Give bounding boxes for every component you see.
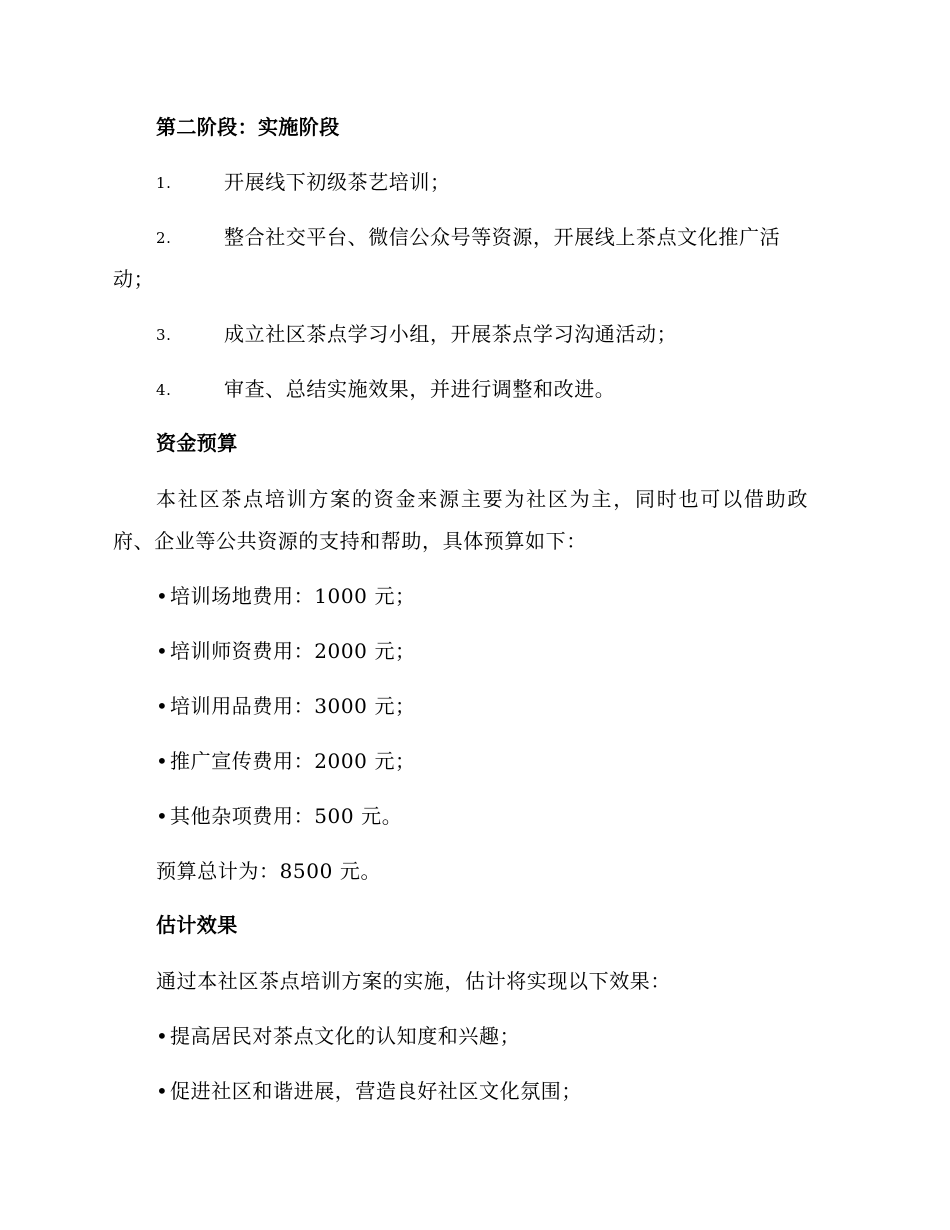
phase2-item-1-number: 1. (156, 174, 172, 192)
budget-item-text: 培训师资费用：2000 元； (170, 639, 416, 663)
budget-item-text: 培训场地费用：1000 元； (170, 584, 416, 608)
budget-intro-line1: 本社区茶点培训方案的资金来源主要为社区为主，同时也可以借助政 (156, 487, 808, 511)
phase2-item-4-text: 审查、总结实施效果，并进行调整和改进。 (224, 377, 616, 401)
budget-item-text: 其他杂项费用：500 元。 (170, 804, 403, 828)
bullet-icon: • (156, 584, 169, 608)
phase2-item-4-number: 4. (156, 381, 172, 399)
budget-heading: 资金预算 (156, 431, 238, 455)
effects-item-text: 提高居民对茶点文化的认知度和兴趣； (170, 1024, 521, 1048)
effects-item-text: 促进社区和谐进展，营造良好社区文化氛围； (170, 1079, 582, 1103)
bullet-icon: • (156, 639, 169, 663)
phase2-item-2-number: 2. (156, 229, 172, 247)
budget-total: 预算总计为：8500 元。 (156, 859, 382, 883)
budget-list-item (156, 582, 416, 610)
phase2-item-2-text-line2: 动； (113, 267, 155, 291)
effects-list-item (156, 1077, 582, 1105)
budget-list-item (156, 692, 416, 720)
bullet-icon: • (156, 1024, 169, 1048)
effects-list-item (156, 1022, 520, 1050)
bullet-icon: • (156, 804, 169, 828)
budget-item-text: 推广宣传费用：2000 元； (170, 749, 416, 773)
phase2-item-3-number: 3. (156, 326, 172, 344)
bullet-icon: • (156, 1079, 169, 1103)
bullet-icon: • (156, 749, 169, 773)
budget-list-item (156, 747, 416, 775)
phase2-item-1-text: 开展线下初级茶艺培训； (224, 170, 451, 194)
budget-intro-line2: 府、企业等公共资源的支持和帮助，具体预算如下： (113, 529, 587, 553)
budget-list-item (156, 637, 416, 665)
phase2-item-2-text-line1: 整合社交平台、微信公众号等资源，开展线上茶点文化推广活 (224, 225, 781, 249)
phase2-heading: 第二阶段：实施阶段 (156, 115, 340, 139)
effects-heading: 估计效果 (156, 913, 238, 937)
bullet-icon: • (156, 694, 169, 718)
effects-intro: 通过本社区茶点培训方案的实施，估计将实现以下效果： (156, 969, 671, 993)
phase2-item-3-text: 成立社区茶点学习小组，开展茶点学习沟通活动； (224, 322, 678, 346)
budget-list-item (156, 802, 402, 830)
budget-item-text: 培训用品费用：3000 元； (170, 694, 416, 718)
